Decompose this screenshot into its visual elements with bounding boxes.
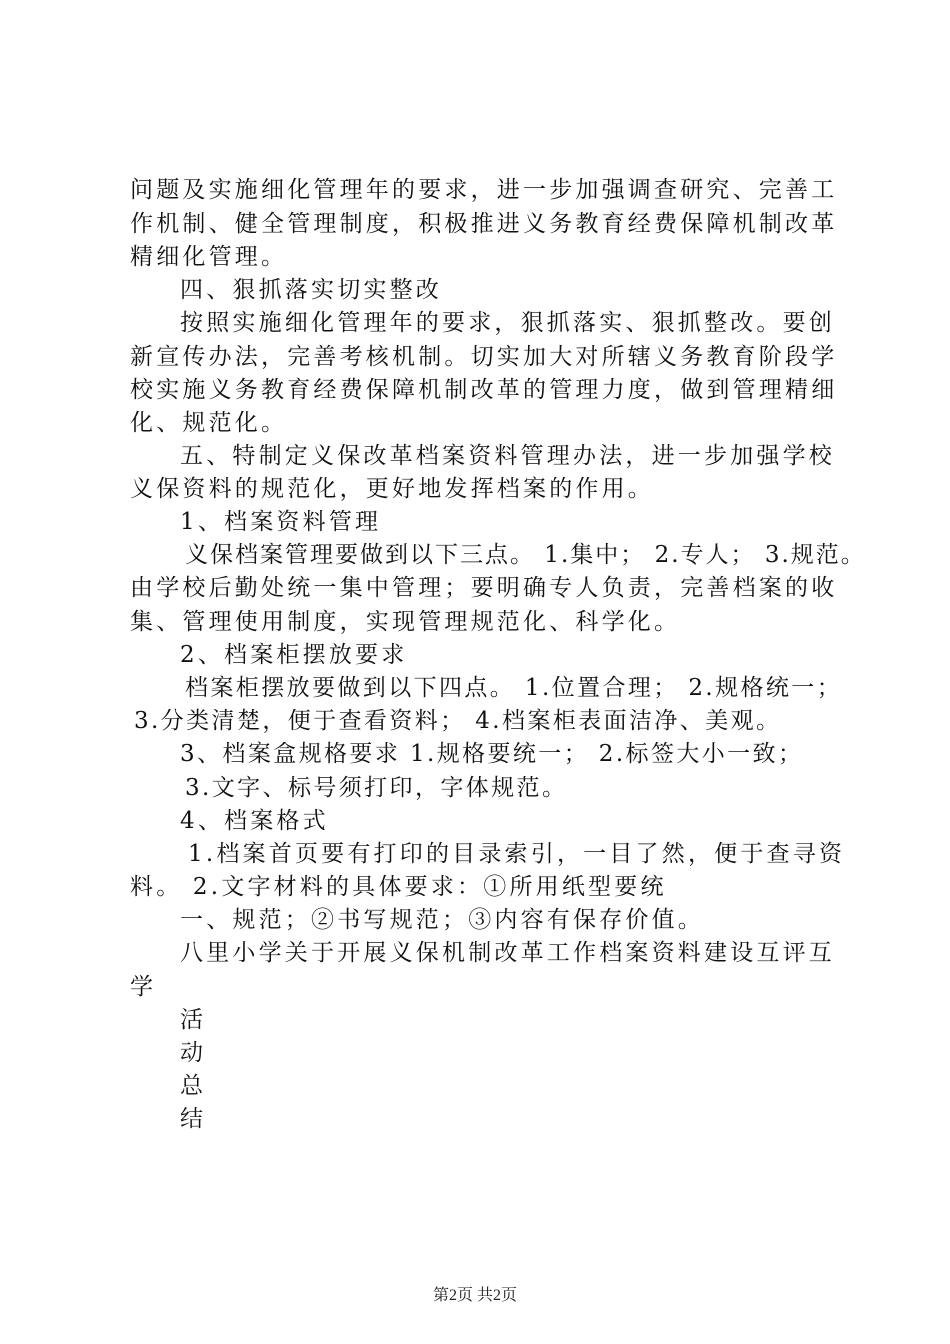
text-line: 1.档案首页要有打印的目录索引，一目了然，便于查寻资 (188, 841, 846, 867)
text-line: 精细化管理。 (130, 244, 288, 270)
title-line: 动 (180, 1040, 203, 1066)
section-heading: 五、特制定义保改革档案资料管理办法，进一步加强学校 (180, 443, 835, 469)
text-line: 由学校后勤处统一集中管理；要明确专人负责，完善档案的收 (130, 575, 838, 601)
title-line: 结 (180, 1106, 203, 1132)
subsection-heading: 1、档案资料管理 (180, 509, 382, 535)
text-line: 问题及实施细化管理年的要求，进一步加强调查研究、完善工 (130, 177, 838, 203)
subsection-heading: 3、档案盒规格要求 1.规格要统一； 2.标签大小一致； (180, 741, 804, 767)
text-line: 料。 2.文字材料的具体要求：①所用纸型要统 (130, 874, 667, 900)
title-line: 活 (180, 1007, 203, 1033)
section-heading: 四、狠抓落实切实整改 (180, 277, 442, 303)
text-line: 校实施义务教育经费保障机制改革的管理力度，做到管理精细 (130, 377, 838, 403)
title-line: 学 (130, 974, 153, 1000)
text-line: 按照实施细化管理年的要求，狠抓落实、狠抓整改。要创 (180, 310, 835, 336)
text-line: 作机制、健全管理制度，积极推进义务教育经费保障机制改革 (130, 211, 838, 237)
text-line: 档案柜摆放要做到以下四点。 1.位置合理； 2.规格统一； (185, 675, 843, 701)
subsection-heading: 2、档案柜摆放要求 (180, 642, 408, 668)
subsection-heading: 4、档案格式 (180, 808, 329, 834)
title-line: 八里小学关于开展义保机制改革工作档案资料建设互评互 (180, 940, 835, 966)
text-line: 新宣传办法，完善考核机制。切实加大对所辖义务教育阶段学 (130, 344, 838, 370)
text-line: 化、规范化。 (130, 410, 288, 436)
text-line: 义保档案管理要做到以下三点。 1.集中； 2.专人； 3.规范。 (185, 542, 866, 568)
title-line: 总 (180, 1073, 203, 1099)
text-line: 一、规范；②书写规范；③内容有保存价值。 (180, 907, 704, 933)
text-line: 义保资料的规范化，更好地发挥档案的作用。 (130, 476, 654, 502)
page-footer: 第2页 共2页 (432, 1287, 517, 1304)
text-line: 3.分类清楚，便于查看资料； 4.档案柜表面洁净、美观。 (134, 708, 782, 734)
text-line: 集、管理使用制度，实现管理规范化、科学化。 (130, 609, 681, 635)
text-line: 3.文字、标号须打印，字体规范。 (185, 775, 568, 801)
